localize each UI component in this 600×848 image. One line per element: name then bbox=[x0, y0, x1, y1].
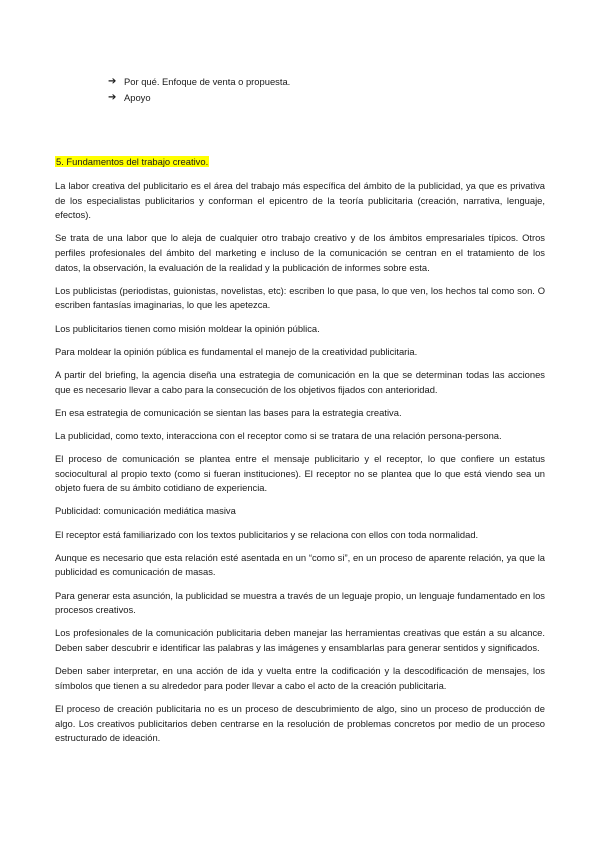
paragraph: Publicidad: comunicación mediática masiva bbox=[55, 505, 236, 517]
paragraph: Los publicistas (periodistas, guionistas, novelistas, etc): escriben lo que pasa, lo que ven, los hechos tal como son. O escriben fantasías imaginarias, lo que les apetezca. bbox=[55, 284, 545, 311]
paragraph: Aunque es necesario que esta relación esté asentada en un “como si”, en un proceso de aparente relación, ya que la publicidad es comunicación de masas. bbox=[55, 551, 545, 578]
paragraph: Deben saber interpretar, en una acción de ida y vuelta entre la codificación y la descodificación de mensajes, los símbolos que tienen a su alrededor para poder llevar a cabo el acto de la creación publicitaria. bbox=[55, 665, 545, 691]
bullet-text: Apoyo bbox=[124, 91, 151, 103]
paragraph: El receptor está familiarizado con los textos publicitarios y se relaciona con ellos con toda normalidad. bbox=[55, 528, 479, 540]
section-heading: 5. Fundamentos del trabajo creativo. bbox=[56, 156, 209, 167]
paragraph: La publicidad, como texto, interacciona con el receptor como si se tratara de una relación persona-persona. bbox=[55, 429, 502, 441]
paragraph: Los publicitarios tienen como misión moldear la opinión pública. bbox=[55, 322, 320, 334]
paragraph: Para moldear la opinión pública es fundamental el manejo de la creatividad publicitaria. bbox=[55, 345, 418, 357]
paragraph: El proceso de creación publicitaria no es un proceso de descubrimiento de algo, sino un proceso de producción de algo. Los creativos publicitarios deben centrarse en la resolución de problemas concretos por medio de un proceso estructurado de ideación. bbox=[55, 702, 545, 744]
arrow-right-icon: ➔ bbox=[108, 91, 117, 103]
bullet-text: Por qué. Enfoque de venta o propuesta. bbox=[124, 75, 291, 87]
paragraph: Para generar esta asunción, la publicidad se muestra a través de un leguaje propio, un lenguaje fundamentado en los procesos creativos. bbox=[55, 589, 545, 616]
bullet-list bbox=[108, 73, 290, 105]
paragraph: Los profesionales de la comunicación publicitaria deben manejar las herramientas creativas que están a su alcance. Deben saber descubrir e identificar las palabras y las imágenes y ensamblarlas para generar sentidos y significados. bbox=[55, 627, 545, 653]
paragraph: El proceso de comunicación se plantea entre el mensaje publicitario y el receptor, lo que confiere un estatus sociocultural al propio texto (como si fueran instituciones). El receptor no se plantea que lo que está viendo sea un objeto fuera de su ámbito cotidiano de experiencia. bbox=[55, 453, 545, 494]
body-text bbox=[55, 179, 545, 754]
paragraph: En esa estrategia de comunicación se sientan las bases para la estrategia creativa. bbox=[55, 406, 402, 418]
list-item bbox=[108, 89, 290, 105]
paragraph: Se trata de una labor que lo aleja de cualquier otro trabajo creativo y de los ámbitos empresariales típicos. Otros perfiles profesionales del ámbito del marketing e incluso de la comunicación se centran en el tratamiento de los datos, la observación, la evaluación de la realidad y la publicación de informes sobre esta. bbox=[55, 232, 545, 273]
paragraph: La labor creativa del publicitario es el área del trabajo más específica del ámbito de la publicidad, ya que es privativa de los especialistas publicitarios y conforman el epicentro de la teoría publicitaria (creación, narrativa, lenguaje, efectos). bbox=[55, 180, 545, 221]
list-item bbox=[108, 73, 290, 89]
arrow-right-icon: ➔ bbox=[108, 75, 117, 87]
paragraph: A partir del briefing, la agencia diseña una estrategia de comunicación en la que se determinan todas las acciones que es necesario llevar a cabo para la consecución de los objetivos fijados con anterioridad. bbox=[55, 368, 545, 395]
